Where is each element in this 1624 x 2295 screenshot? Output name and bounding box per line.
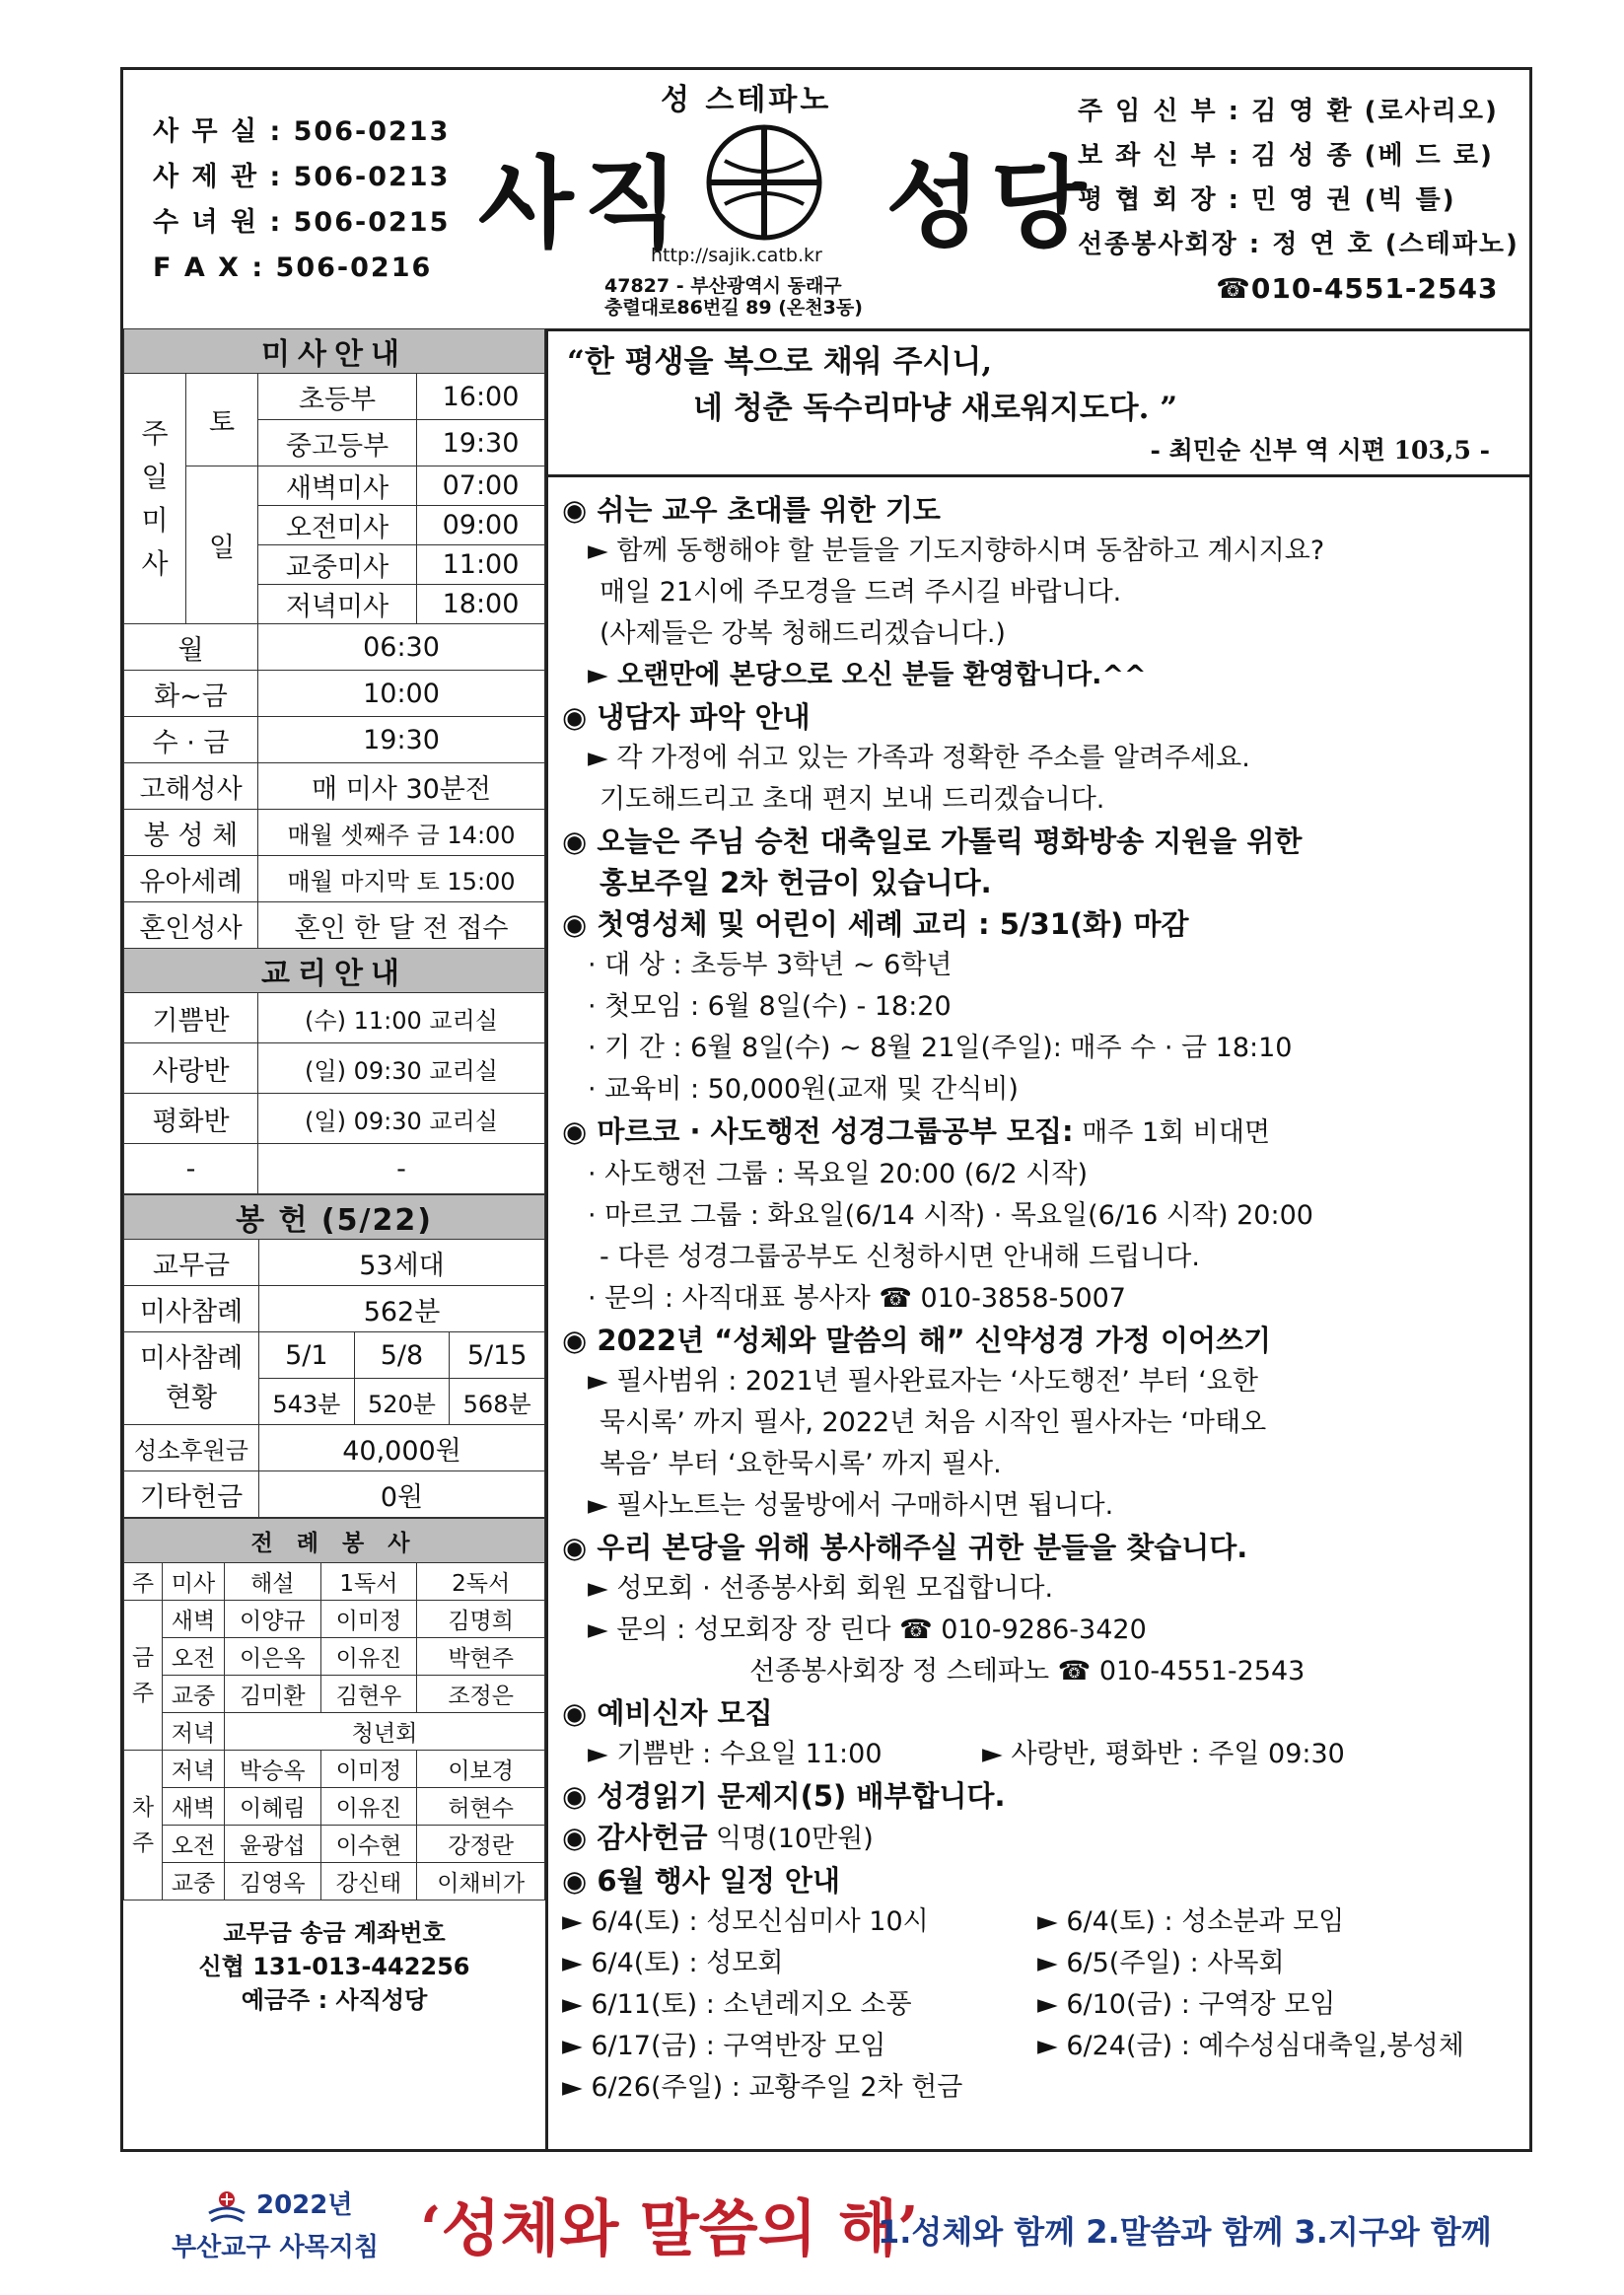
notice-title: ◉ 예비신자 모집 [562,1696,773,1730]
mass-name: 중고등부 [258,420,417,466]
table-row [124,1751,545,1788]
notice-title: ◉ 우리 본당을 위해 봉사해주실 귀한 분들을 찾습니다. [562,1531,1248,1564]
table-row [124,902,545,949]
theme-year: 2022년 [256,2190,353,2220]
notice-title: ◉ 첫영성체 및 어린이 세례 교리 : 5/31(화) 마감 [562,907,1189,941]
mass-heading: 미사안내 [124,329,545,374]
table-row [124,1601,545,1638]
parish-cross-logo-icon [703,121,825,244]
sacrament-value: 매월 셋째주 금 14:00 [258,810,545,856]
mass-name: 교중미사 [258,545,417,585]
sunday-mass-label [124,374,186,624]
dues-label: 교무금 [124,1240,259,1286]
mass-slot: 교중 [163,1863,225,1901]
diocese-guideline: 부산교구 사목지침 [172,2233,379,2262]
this-week-label-text: 금주 [131,1644,155,1706]
mass-time: 11:00 [417,545,545,585]
col-reading2: 2독서 [417,1563,545,1601]
saturday-label: 토 [186,374,258,466]
mass-time: 09:00 [417,506,545,545]
mass-slot: 오전 [163,1638,225,1676]
sacrament-label: 유아세례 [124,856,258,902]
mass-table [123,328,545,1194]
class-name: 평화반 [124,1094,258,1144]
notice-line: · 사도행전 그룹 : 목요일 20:00 (6/2 시작) [588,1159,1088,1189]
schedule-item: ► 6/11(토) : 소년레지오 소풍 [562,1989,912,2020]
reader-1: 이미정 [320,1751,417,1788]
schedule-item: ► 6/26(주일) : 교황주일 2차 헌금 [562,2072,963,2103]
notice-line: ► 필사범위 : 2021년 필사완료자는 ‘사도행전’ 부터 ‘요한 [588,1366,1258,1397]
catechumen-class-b: ► 사랑반, 평화반 : 주일 09:30 [982,1739,1345,1769]
offering-heading: 봉 헌 (5/22) [124,1195,545,1240]
table-row [124,856,545,902]
attendance-count: 543분 [259,1379,355,1425]
commentator: 김미환 [225,1676,321,1713]
mass-slot: 교중 [163,1676,225,1713]
pastoral-theme-footer [158,2180,1578,2278]
notice-title: ◉ 냉담자 파악 안내 [562,700,811,734]
class-name: 기쁨반 [124,993,258,1043]
commentator: 이혜림 [225,1788,321,1826]
notice-title-rest: 익명(10만원) [707,1824,874,1854]
table-row [124,466,545,506]
reader-1: 이유진 [320,1638,417,1676]
sunday-label: 일 [186,466,258,624]
mass-time: 18:00 [417,585,545,624]
reader-2: 김명희 [417,1601,545,1638]
contact-fax: F A X : 506-0216 [153,252,433,283]
notice-line: 복음’ 부터 ‘요한묵시록’ 까지 필사. [600,1449,1002,1479]
contact-phone: ☎010-4551-2543 [1216,272,1499,305]
account-number: 신협 131-013-442256 [198,1953,470,1980]
col-commentator: 해설 [225,1563,321,1601]
table-row [124,374,545,420]
staff-assistant: 보 좌 신 부 : 김 성 종 (베 드 로) [1078,141,1494,171]
notice-title: ◉ 쉬는 교우 초대를 위한 기도 [562,493,941,527]
dues-value: 53세대 [259,1240,545,1286]
table-row [124,763,545,810]
quote-source: - 최민순 신부 역 시편 103,5 - [1150,436,1490,465]
weekday-time: 10:00 [258,671,545,717]
weekday-label: 화~금 [124,671,258,717]
table-row [124,1332,545,1379]
class-name: - [124,1144,258,1194]
table-row [124,1713,545,1751]
notice-line: · 첫모임 : 6월 8일(수) - 18:20 [588,991,952,1022]
vocation-support-value: 40,000원 [259,1425,545,1471]
table-row [124,1094,545,1144]
mass-name: 오전미사 [258,506,417,545]
table-row [124,1788,545,1826]
next-week-label-text: 차주 [131,1794,155,1856]
table-row [124,1144,545,1194]
weekday-time: 19:30 [258,717,545,763]
table-row [124,1471,545,1518]
class-schedule: (일) 09:30 교리실 [258,1094,545,1144]
attendance-date: 5/15 [450,1332,545,1379]
schedule-row [562,1984,1528,2026]
table-row [124,624,545,671]
notice-title: 홍보주일 2차 헌금이 있습니다. [600,866,992,899]
contact-office: 사 무 실 : 506-0213 [153,116,451,147]
col-week: 주 [124,1563,163,1601]
left-column [123,328,548,2149]
col-mass: 미사 [163,1563,225,1601]
notice-line: · 교육비 : 50,000원(교재 및 간식비) [588,1074,1019,1105]
class-name: 사랑반 [124,1043,258,1094]
schedule-item: ► 6/10(금) : 구역장 모임 [1037,1989,1336,2020]
notice-line: (사제들은 강복 청해드리겠습니다.) [600,618,1006,649]
mass-slot: 새벽 [163,1601,225,1638]
address-line-2: 충렬대로86번길 89 (온천3동) [604,297,863,319]
class-schedule: (일) 09:30 교리실 [258,1043,545,1094]
sacrament-label: 봉 성 체 [124,810,258,856]
address-line-1: 47827 - 부산광역시 동래구 [604,275,842,297]
commentator: 이은옥 [225,1638,321,1676]
sacrament-value: 혼인 한 달 전 접수 [258,902,545,949]
other-offering-value: 0원 [259,1471,545,1518]
weekday-time: 06:30 [258,624,545,671]
contact-convent: 수 녀 원 : 506-0215 [153,207,451,238]
account-holder: 예금주 : 사직성당 [241,1986,428,2014]
staff-list [1078,90,1519,267]
notice-title: ◉ 6월 행사 일정 안내 [562,1864,840,1898]
notice-line: · 기 간 : 6월 8일(수) ~ 8월 21일(주일): 매주 수 · 금 18:10 [588,1033,1293,1063]
staff-pastor: 주 임 신 부 : 김 영 환 (로사리오) [1078,97,1499,126]
table-row [124,1043,545,1094]
weekday-label: 수 · 금 [124,717,258,763]
col-reading1: 1독서 [320,1563,417,1601]
notice-title: ◉ 성경읽기 문제지(5) 배부합니다. [562,1779,1006,1813]
schedule-item: ► 6/4(토) : 성모회 [562,1948,784,1978]
table-row [124,1286,545,1332]
table-row [124,810,545,856]
quote-line-1: “한 평생을 복으로 채워 주시니, [567,344,993,380]
mass-time: 07:00 [417,466,545,506]
parish-address [604,275,863,319]
class-schedule: - [258,1144,545,1194]
notice-title: ◉ 감사헌금 [562,1821,708,1854]
catechumen-class-a: ► 기쁨반 : 수요일 11:00 [588,1739,883,1769]
reader-2: 조정은 [417,1676,545,1713]
notice-title-row [562,1111,1528,1154]
liturgy-table [123,1518,545,1901]
mass-time: 19:30 [417,420,545,466]
mass-slot: 저녁 [163,1713,225,1751]
schedule-row [562,2067,1528,2109]
account-title: 교무금 송금 계좌번호 [223,1919,446,1947]
title-right: 성당 [885,146,1096,261]
mass-slot: 저녁 [163,1751,225,1788]
reader-2: 허현수 [417,1788,545,1826]
reader-2: 이보경 [417,1751,545,1788]
notice-line: · 문의 : 사직대표 봉사자 ☎ 010-3858-5007 [588,1283,1126,1314]
schedule-item: ► 6/4(토) : 성소분과 모임 [1037,1906,1345,1937]
schedule-item: ► 6/17(금) : 구역반장 모임 [562,2031,886,2061]
commentator: 박승옥 [225,1751,321,1788]
reader-1: 이미정 [320,1601,417,1638]
commentator: 김영옥 [225,1863,321,1901]
attendance-date: 5/8 [354,1332,450,1379]
next-week-label [124,1751,163,1901]
reader-2: 박현주 [417,1638,545,1676]
quote-line-2: 네 청춘 독수리마냥 새로워지도다. ” [693,391,1178,426]
bulletin-header [123,70,1529,331]
attendance-count: 520분 [354,1379,450,1425]
schedule-item: ► 6/24(금) : 예수성심대축일,봉성체 [1037,2031,1464,2061]
schedule-row [562,1901,1528,1943]
parish-url[interactable]: http://sajik.catb.kr [651,245,822,266]
table-row [124,1863,545,1901]
catechism-heading: 교리안내 [124,949,545,993]
notice-title: ◉ 마르코 · 사도행전 성경그룹공부 모집: [562,1114,1074,1148]
mass-time: 16:00 [417,374,545,420]
weekday-label: 월 [124,624,258,671]
staff-council: 평 협 회 장 : 민 영 권 (빅 틀) [1078,185,1456,215]
table-row [124,1240,545,1286]
schedule-row [562,1943,1528,1984]
notice-title-row [562,1817,1528,1860]
sacrament-value: 매 미사 30분전 [258,763,545,810]
attendance-label: 미사참례 [124,1286,259,1332]
parish-patron: 성 스테파노 [661,83,832,117]
this-week-label [124,1601,163,1751]
notice-line [562,1734,1528,1775]
notice-line: 선종봉사회장 정 스테파노 ☎ 010-4551-2543 [749,1656,1306,1686]
notice-title: ◉ 2022년 “성체와 말씀의 해” 신약성경 가정 이어쓰기 [562,1324,1272,1357]
schedule-item: ► 6/4(토) : 성모신심미사 10시 [562,1906,929,1937]
notice-line: 묵시록’ 까지 필사, 2022년 처음 시작인 필사자는 ‘마태오 [600,1407,1267,1438]
mass-name: 새벽미사 [258,466,417,506]
notice-line: · 대 상 : 초등부 3학년 ~ 6학년 [588,950,953,980]
scripture-quote [545,328,1529,477]
diocese-logo-icon [207,2187,247,2227]
sunday-mass-label-text: 주일미사 [141,416,169,580]
attendance-status-label: 미사참례현황 [124,1332,259,1425]
table-row [124,1425,545,1471]
table-row [124,717,545,763]
notice-title: ◉ 오늘은 주님 승천 대축일로 가톨릭 평화방송 지원을 위한 [562,825,1303,858]
mass-slot: 새벽 [163,1788,225,1826]
mass-name: 저녁미사 [258,585,417,624]
table-row [124,1826,545,1863]
attendance-count: 568분 [450,1379,545,1425]
table-row [124,1563,545,1601]
mass-name: 초등부 [258,374,417,420]
reader-1: 이수현 [320,1826,417,1863]
notice-list [562,489,1528,2109]
notice-line: ► 함께 동행해야 할 분들을 기도지향하시며 동참하고 계시지요? [588,536,1325,566]
attendance-date: 5/1 [259,1332,355,1379]
notice-line: ► 성모회 · 선종봉사회 회원 모집합니다. [588,1573,1054,1604]
notice-line: - 다른 성경그룹공부도 신청하시면 안내해 드립니다. [600,1242,1200,1272]
notice-line: ► 각 가정에 쉬고 있는 가족과 정확한 주소를 알려주세요. [588,743,1250,773]
staff-funeral: 선종봉사회장 : 정 연 호 (스테파노) [1078,230,1519,259]
notice-line: ► 오랜만에 본당으로 오신 분들 환영합니다.^^ [588,660,1147,690]
title-left: 사직 [478,146,689,261]
reader-1: 김현우 [320,1676,417,1713]
commentator: 이양규 [225,1601,321,1638]
table-row [124,1676,545,1713]
sacrament-value: 매월 마지막 토 15:00 [258,856,545,902]
table-row [124,671,545,717]
sacrament-label: 혼인성사 [124,902,258,949]
notice-line: ► 문의 : 성모회장 장 린다 ☎ 010-9286-3420 [588,1614,1147,1645]
reader-1: 강신태 [320,1863,417,1901]
table-row [124,993,545,1043]
attendance-value: 562분 [259,1286,545,1332]
vocation-support-label: 성소후원금 [124,1425,259,1471]
mass-slot: 오전 [163,1826,225,1863]
class-schedule: (수) 11:00 교리실 [258,993,545,1043]
liturgy-heading: 전 례 봉 사 [124,1519,545,1563]
offering-table [123,1194,545,1518]
account-info [123,1901,545,2017]
commentator: 윤광섭 [225,1826,321,1863]
notice-line: 매일 21시에 주모경을 드려 주시길 바랍니다. [600,577,1122,608]
other-offering-label: 기타헌금 [124,1471,259,1518]
sacrament-label: 고해성사 [124,763,258,810]
schedule-item: ► 6/5(주일) : 사목회 [1037,1948,1285,1978]
notice-line: · 마르코 그룹 : 화요일(6/14 시작) · 목요일(6/16 시작) 20:00 [588,1200,1313,1231]
table-row [124,1638,545,1676]
schedule-row [562,2026,1528,2067]
theme-subpoints: 1.성체와 함께 2.말씀과 함께 3.지구와 함께 [878,2213,1492,2251]
notice-line: ► 필사노트는 성물방에서 구매하시면 됩니다. [588,1490,1114,1521]
notice-title-rest: 매주 1회 비대면 [1073,1117,1271,1148]
notice-line: 기도해드리고 초대 편지 보내 드리겠습니다. [600,784,1105,815]
reader-1: 이유진 [320,1788,417,1826]
contact-rectory: 사 제 관 : 506-0213 [153,162,451,192]
reader-2: 이채비가 [417,1863,545,1901]
contact-list [153,109,450,291]
theme-title: ‘성체와 말씀의 해’ [420,2192,919,2264]
reader-2: 강정란 [417,1826,545,1863]
merged-group: 청년회 [225,1713,545,1751]
